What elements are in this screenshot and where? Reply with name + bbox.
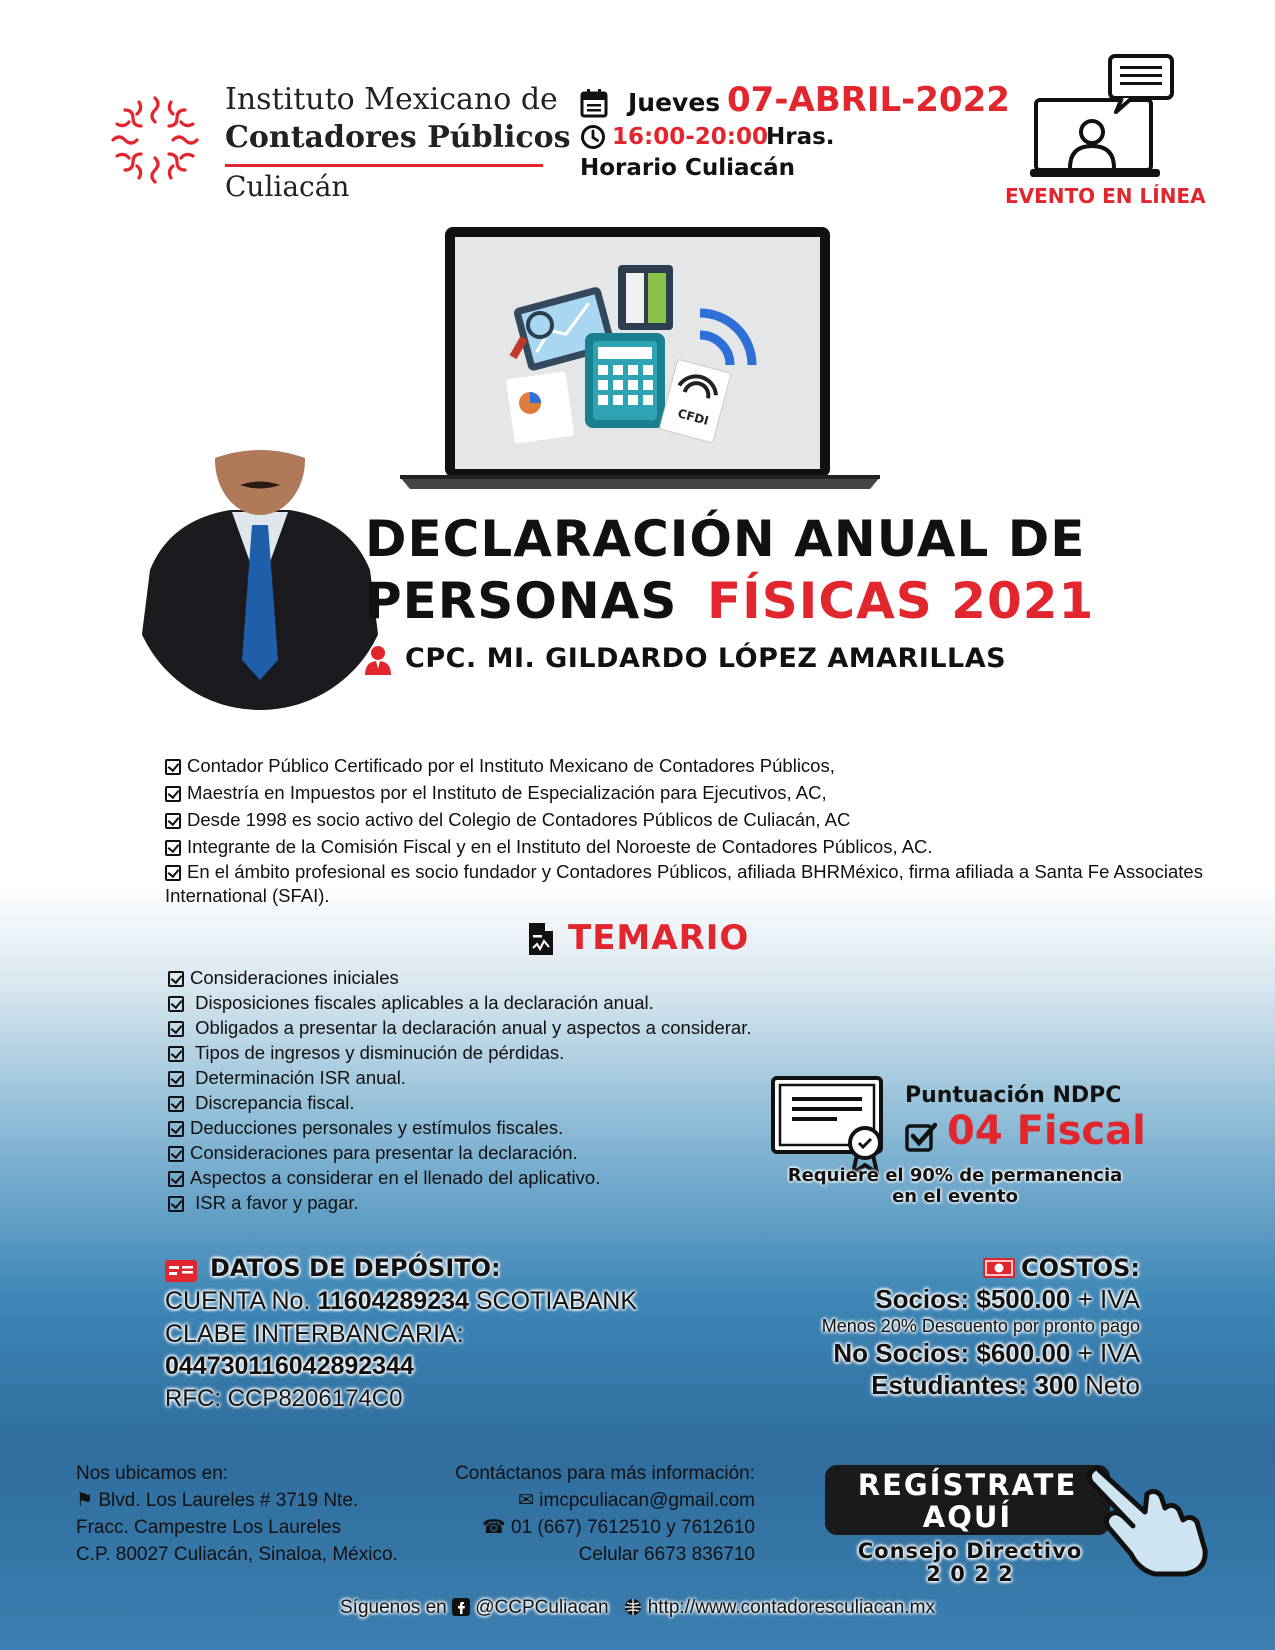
online-meeting-icon — [1030, 52, 1180, 182]
logo-divider — [225, 164, 543, 167]
deposit-rfc: RFC: CCP8206174C0 — [165, 1385, 403, 1412]
contact-heading: Contáctanos para más información: — [455, 1463, 755, 1484]
social-footer: Síguenos en @CCPCuliacan http://www.contadoresculiacan.mx — [340, 1597, 935, 1618]
institute-logo-icon — [105, 90, 205, 190]
ndpc-value: 04 Fiscal — [947, 1108, 1146, 1154]
contact-cell: Celular 6673 836710 — [578, 1544, 755, 1565]
temario-item: ISR a favor y pagar. — [168, 1190, 752, 1215]
money-icon — [983, 1258, 1015, 1278]
envelope-icon: ✉ — [518, 1490, 535, 1511]
bio-item: Desde 1998 es socio activo del Colegio de Contadores Públicos de Culiacán, AC — [165, 806, 1215, 833]
temario-item: Aspectos a considerar en el llenado del aplicativo. — [168, 1165, 752, 1190]
checkbox-icon — [165, 813, 181, 829]
cost-students: Estudiantes: 300 Neto — [871, 1370, 1140, 1400]
contact-email[interactable]: ✉ imcpculiacan@gmail.com — [518, 1490, 755, 1511]
checkbox-icon — [165, 865, 181, 881]
council-label: Consejo Directivo 2 0 2 2 — [857, 1539, 1083, 1586]
bio-item: Integrante de la Comisión Fiscal y en el Instituto del Noroeste de Contadores Públicos, AC. — [165, 833, 1215, 860]
temario-list — [168, 965, 752, 1215]
institute-city: Culiacán — [225, 170, 350, 203]
deposit-clabe-label: CLABE INTERBANCARIA: — [165, 1320, 464, 1348]
document-icon — [528, 922, 554, 956]
temario-item: Determinación ISR anual. — [168, 1065, 752, 1090]
checkbox-icon — [168, 1146, 184, 1162]
check-square-icon — [905, 1120, 937, 1152]
speaker-name: CPC. MI. GILDARDO LÓPEZ AMARILLAS — [405, 643, 1007, 674]
map-pin-icon: ⚑ — [76, 1490, 94, 1511]
checkbox-icon — [168, 1196, 184, 1212]
deposit-clabe: 044730116042892344 — [165, 1352, 414, 1380]
location-heading: Nos ubicamos en: — [76, 1463, 229, 1484]
deposit-title: DATOS DE DEPÓSITO: — [210, 1254, 501, 1282]
calendar-icon — [580, 88, 608, 118]
cost-nosocios: No Socios: $600.00 + IVA — [833, 1338, 1140, 1368]
location-neighborhood: Fracc. Campestre Los Laureles — [76, 1517, 342, 1538]
bio-item: En el ámbito profesional es socio fundador y Contadores Públicos, afiliada BHRMéxico, firma afiliada a Santa Fe Associates International (SFAI). — [165, 861, 1203, 906]
speaker-bio — [165, 752, 1215, 908]
checkbox-icon — [168, 971, 184, 987]
event-time: 16:00-20:00 — [612, 124, 768, 150]
checkbox-icon — [168, 996, 184, 1012]
temario-item: Disposiciones fiscales aplicables a la declaración anual. — [168, 990, 752, 1015]
register-button[interactable]: REGÍSTRATE AQUÍ — [825, 1465, 1110, 1535]
checkbox-icon — [168, 1171, 184, 1187]
phone-icon: ☎ — [482, 1517, 506, 1538]
laptop-illustration — [400, 225, 880, 495]
event-date: 07-ABRIL-2022 — [727, 80, 1010, 120]
cost-socios: Socios: $500.00 + IVA — [875, 1284, 1140, 1314]
checkbox-icon — [165, 786, 181, 802]
event-time-zone: Horario Culiacán — [580, 155, 796, 181]
course-title-line1: DECLARACIÓN ANUAL DE — [365, 510, 1086, 568]
facebook-icon[interactable] — [452, 1598, 470, 1616]
institute-name-line2: Contadores Públicos — [225, 120, 571, 155]
costs-panel — [822, 1253, 1140, 1401]
course-title-line2-part1: PERSONAS — [365, 572, 678, 630]
temario-item: Consideraciones para presentar la declaración. — [168, 1140, 752, 1165]
location-address: ⚑ Blvd. Los Laureles # 3719 Nte. — [76, 1490, 359, 1511]
globe-icon — [624, 1598, 642, 1616]
speaker-photo — [140, 400, 380, 730]
ndpc-label: Puntuación NDPC — [905, 1083, 1122, 1108]
checkbox-icon — [168, 1096, 184, 1112]
course-title-line2-part2: FÍSICAS 2021 — [707, 572, 1095, 630]
deposit-account-line: CUENTA No. 11604289234 SCOTIABANK — [165, 1287, 638, 1315]
credit-card-icon — [165, 1260, 197, 1282]
location-block — [76, 1460, 398, 1568]
temario-title: TEMARIO — [568, 918, 750, 958]
event-day: Jueves — [628, 88, 721, 117]
checkbox-icon — [168, 1121, 184, 1137]
website-link[interactable]: http://www.contadoresculiacan.mx — [647, 1597, 935, 1618]
checkbox-icon — [165, 840, 181, 856]
event-time-unit: Hras. — [766, 124, 835, 150]
temario-item: Deducciones personales y estímulos fiscales. — [168, 1115, 752, 1140]
ndpc-note: Requiere el 90% de permanencia en el evento — [787, 1165, 1123, 1207]
contact-block — [440, 1460, 755, 1568]
cfdi-badge: CFDI — [676, 406, 711, 428]
clock-icon — [580, 124, 606, 150]
institute-name-line1: Instituto Mexicano de — [225, 82, 558, 117]
temario-item: Discrepancia fiscal. — [168, 1090, 752, 1115]
checkbox-icon — [168, 1021, 184, 1037]
temario-item: Obligados a presentar la declaración anual y aspectos a considerar. — [168, 1015, 752, 1040]
temario-item: Consideraciones iniciales — [168, 965, 752, 990]
temario-item: Tipos de ingresos y disminución de pérdidas. — [168, 1040, 752, 1065]
facebook-handle[interactable]: @CCPCuliacan — [475, 1597, 609, 1618]
checkbox-icon — [165, 759, 181, 775]
certificate-icon — [770, 1075, 890, 1175]
cost-discount-note: Menos 20% Descuento por pronto pago — [821, 1316, 1140, 1336]
checkbox-icon — [168, 1046, 184, 1062]
location-postal: C.P. 80027 Culiacán, Sinaloa, México. — [76, 1544, 398, 1565]
checkbox-icon — [168, 1071, 184, 1087]
contact-phone[interactable]: ☎ 01 (667) 7612510 y 7612610 — [482, 1517, 755, 1538]
bio-item: Maestría en Impuestos por el Instituto de Especialización para Ejecutivos, AC, — [165, 779, 1215, 806]
bio-item: Contador Público Certificado por el Instituto Mexicano de Contadores Públicos, — [165, 752, 1215, 779]
online-event-label: EVENTO EN LÍNEA — [1005, 184, 1206, 208]
costs-title-row: COSTOS: — [822, 1253, 1140, 1283]
speaker-icon — [363, 645, 393, 675]
